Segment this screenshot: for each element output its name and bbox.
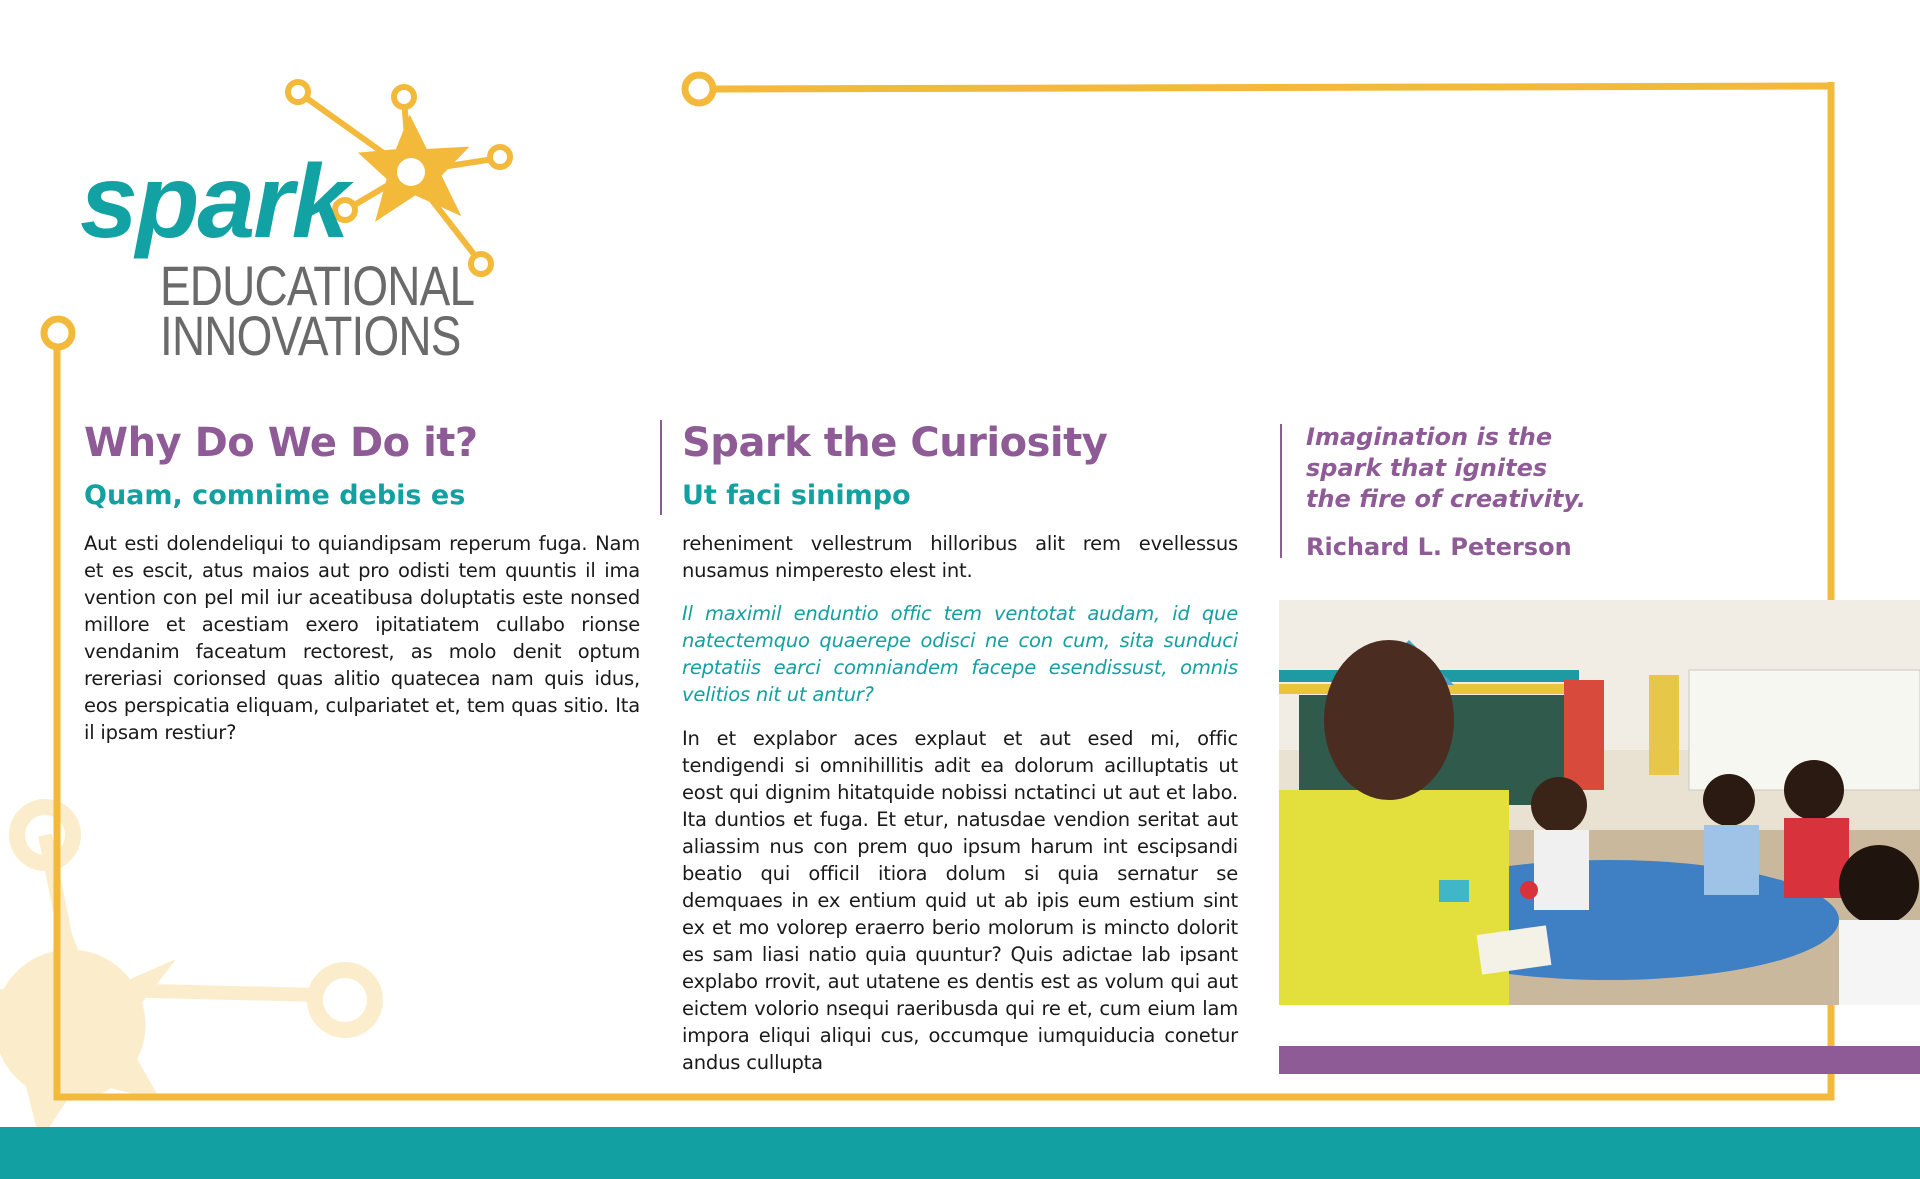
footer-bar — [0, 1127, 1920, 1179]
logo-wordmark: spark — [80, 144, 348, 260]
col1-title: Why Do We Do it? — [84, 420, 478, 466]
purple-accent-bar — [1279, 1046, 1920, 1074]
pull-quote: Imagination is the spark that ignites the fire of creativity. — [1306, 423, 1586, 513]
quote-author: Richard L. Peterson — [1306, 533, 1572, 561]
classroom-photo-icon — [1279, 600, 1920, 1005]
col2-divider — [660, 420, 662, 515]
quote-divider — [1280, 424, 1282, 558]
logo-line-innovations: INNOVATIONS — [160, 304, 461, 367]
col2-para3: In et explabor aces explaut et aut esed mi, offic tendigendi si omnihillitis adit ea dolorum acilluptatis ut eost qui dignim hitatquide nobissi nctatinci ut aut et labo. Ita duntios et fuga. Et etur, natusdae vendion seritat aut aliassim nus con prem quo ipsum harum int escipsandi beatio qui officil itiora dolum si quia sernatur se demquaes in ex entium quid ut ab ipis eum estium sint ex et mo volorep eraerro berio molorum is mincto dolorit es sam liasi natio quia quuntur? Quis adictae lab ipsant explabo rrovit, aut utatene es dentis est as volum qui aut eictem volorio nsequi raeribusda qui re et, cum eium lam impora eliqui aliqui cus, occumque iumquiducia conetur andus cullupta — [682, 727, 1238, 1074]
logo-line-educational: EDUCATIONAL — [160, 254, 475, 317]
col2-title: Spark the Curiosity — [682, 420, 1108, 466]
col1-body: Aut esti dolendeliqui to quiandipsam reperum fuga. Nam et es escit, atus maios aut pro odisti tem quuntis il ima vention con pel mil iur aceatibusa doluptatis este nonsed millore et acestiam exero ipitatiatem cullabo rionse vendanim faceatum rectorest, as molo denit optum rereriasi corionsed quas alitio quatecea nam quis idus, eos perspicatia eliquam, culpariatet et, tem quas sitio. Ita il ipsam restiur? — [84, 532, 640, 744]
col2-para2: Il maximil enduntio offic tem ventotat audam, id que natectemquo quaerepe odisci ne con cum, sita sunduci reptatiis earci comniandem facepe esendissust, omnis velitios nit ut antur? — [682, 602, 1238, 706]
col1-subtitle: Quam, comnime debis es — [84, 480, 466, 511]
classroom-photo — [1279, 600, 1920, 1005]
col2-subtitle: Ut faci sinimpo — [682, 480, 911, 511]
col2-para1: reheniment vellestrum hilloribus alit rem evellessus nusamus nimperesto elest int. — [682, 532, 1238, 582]
